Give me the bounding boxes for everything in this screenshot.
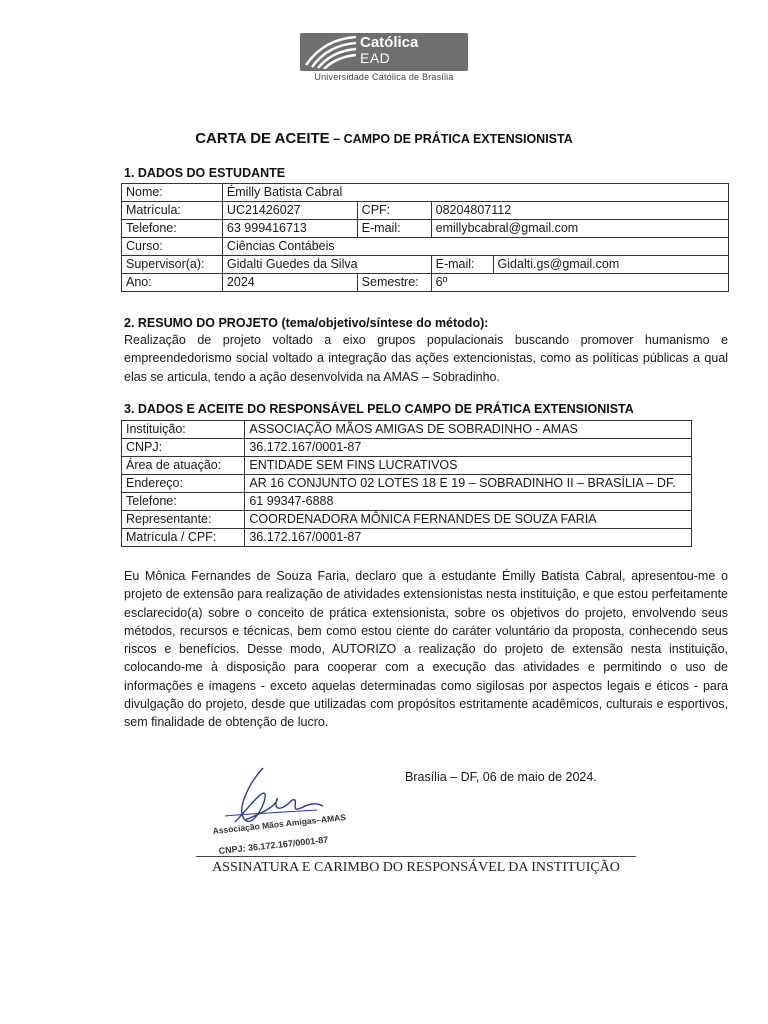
institution-data-table [121,420,692,547]
logo-caption: Universidade Católica de Brasília [314,72,454,82]
row-value: 36.172.167/0001-87 [245,529,692,547]
table-row [122,220,729,238]
table-row [122,238,729,256]
signature-caption: ASSINATURA E CARIMBO DO RESPONSÁVEL DA INSTITUIÇÃO [212,860,620,875]
table-row [122,274,729,292]
email-label: E-mail: [357,220,431,238]
curso-label: Curso: [122,238,223,256]
cpf-value: 08204807112 [431,202,728,220]
stamp-line-1: Associação Mãos Amigas–AMAS [212,812,347,836]
row-value: 36.172.167/0001-87 [245,439,692,457]
section1-heading: 1. DADOS DO ESTUDANTE [124,166,286,180]
supervisor-email-value: Gidalti.gs@gmail.com [493,256,728,274]
row-label: CNPJ: [122,439,245,457]
semestre-label: Semestre: [357,274,431,292]
logo-swoosh-icon [304,35,358,69]
matricula-value: UC21426027 [222,202,357,220]
cpf-label: CPF: [357,202,431,220]
telefone-label: Telefone: [122,220,223,238]
row-label: Área de atuação: [122,457,245,475]
semestre-value: 6º [431,274,728,292]
row-value: AR 16 CONJUNTO 02 LOTES 18 E 19 – SOBRADINHO II – BRASÍLIA – DF. [245,475,692,493]
title-main: CARTA DE ACEITE [195,130,330,147]
stamp-line-2: CNPJ: 36.172.167/0001-87 [218,834,329,856]
table-row [122,475,692,493]
supervisor-email-label: E-mail: [431,256,493,274]
nome-label: Nome: [122,184,223,202]
row-value: ENTIDADE SEM FINS LUCRATIVOS [245,457,692,475]
signature-stamp [205,762,365,856]
table-row [122,457,692,475]
table-row [122,439,692,457]
row-value: ASSOCIAÇÃO MÃOS AMIGAS DE SOBRADINHO - AMAS [245,421,692,439]
row-label: Instituição: [122,421,245,439]
row-label: Telefone: [122,493,245,511]
email-value: emillybcabral@gmail.com [431,220,728,238]
table-row [122,202,729,220]
section3-heading: 3. DADOS E ACEITE DO RESPONSÁVEL PELO CAMPO DE PRÁTICA EXTENSIONISTA [124,402,634,416]
row-value: 61 99347-6888 [245,493,692,511]
supervisor-value: Gidalti Guedes da Silva [222,256,431,274]
row-label: Endereço: [122,475,245,493]
table-row [122,493,692,511]
student-data-table [121,183,729,292]
signature-line [196,856,636,857]
nome-value: Émilly Batista Cabral [222,184,728,202]
row-value: COORDENADORA MÔNICA FERNANDES DE SOUZA FARIA [245,511,692,529]
table-row [122,511,692,529]
curso-value: Ciências Contábeis [222,238,728,256]
page-title [0,130,768,147]
logo-brand: Católica [360,34,419,51]
row-label: Matrícula / CPF: [122,529,245,547]
supervisor-label: Supervisor(a): [122,256,223,274]
title-rest: – CAMPO DE PRÁTICA EXTENSIONISTA [329,132,573,146]
row-label: Representante: [122,511,245,529]
declaration-text: Eu Mônica Fernandes de Souza Faria, declaro que a estudante Émilly Batista Cabral, apresentou-me o projeto de extensão para realização de atividades extensionistas nesta instituição, e que estou perfeitamente esclarecido(a) sobre o conceito de prática extensionista, sobre os objetivos do projeto, envolvendo seus métodos, recursos e técnicas, bem como estou ciente do caráter voluntário da proposta, conhecendo seus riscos e benefícios. Desse modo, AUTORIZO a realização do projeto de extensão nesta instituição, colocando-me à disposição para cooperar com a execução das atividades e permitindo o uso de informações e imagens - exceto aquelas determinadas como sigilosas por aspectos legais e éticos - para divulgação do projeto, desde que utilizadas com propósitos estritamente acadêmicos, culturais e esportivos, sem finalidade de obtenção de lucro. [124,569,728,730]
matricula-label: Matrícula: [122,202,223,220]
ano-value: 2024 [222,274,357,292]
table-row [122,256,729,274]
date-place: Brasília – DF, 06 de maio de 2024. [405,770,597,784]
telefone-value: 63 999416713 [222,220,357,238]
project-summary: Realização de projeto voltado a eixo grupos populacionais buscando promover humanismo e empreendedorismo social voltado a integração das ações extencionistas, como as políticas públicas a qual elas se articula, tendo a ação desenvolvida na AMAS – Sobradinho. [124,333,728,384]
table-row [122,529,692,547]
logo-sub: EAD [360,50,391,66]
table-row [122,421,692,439]
table-row [122,184,729,202]
section2-heading: 2. RESUMO DO PROJETO (tema/objetivo/síntese do método): [124,316,489,330]
catolica-ead-logo [300,33,468,71]
ano-label: Ano: [122,274,223,292]
